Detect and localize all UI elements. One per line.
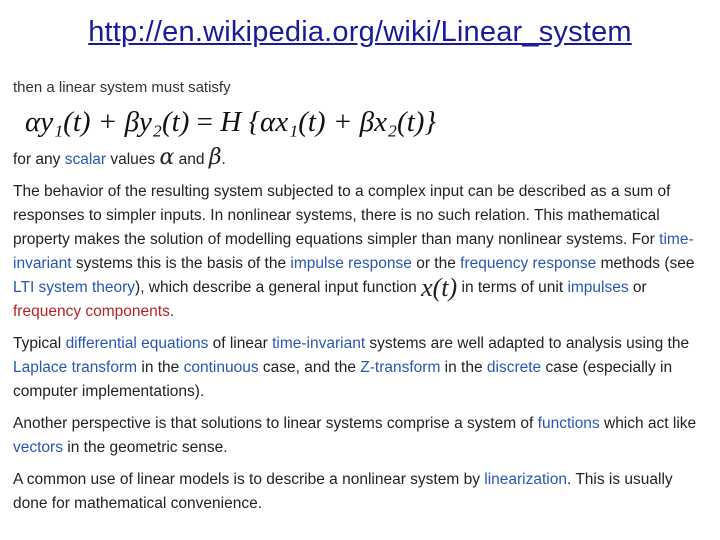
p2-text-7: case (especially in computer implementations).: [13, 359, 673, 400]
scalar-pre: for any: [13, 151, 65, 168]
p2-text-2: of linear: [208, 335, 273, 352]
p1-text-4: methods (see: [596, 255, 695, 272]
p1-text-3: or the: [411, 255, 461, 272]
p2-text-4: in the: [137, 359, 184, 376]
p2-text-6: in the: [440, 359, 487, 376]
p2-text-5: case, and the: [258, 359, 361, 376]
alpha-symbol: α: [159, 145, 175, 170]
p3-text-3: in the geometric sense.: [62, 439, 228, 456]
link-frequency-response[interactable]: frequency response: [460, 255, 597, 272]
p1-text-8: .: [169, 303, 175, 320]
p4-text-1: A common use of linear models is to describe a nonlinear system by: [13, 471, 485, 488]
link-time-invariant-2[interactable]: time-invariant: [272, 335, 366, 352]
link-continuous[interactable]: continuous: [183, 359, 259, 376]
p2-text-3: systems are well adapted to analysis using the: [365, 335, 690, 352]
equation-lhs: αy₁(t) + βy₂(t): [25, 106, 190, 138]
link-impulses[interactable]: impulses: [567, 279, 629, 296]
link-time-invariant[interactable]: time-invariant: [13, 231, 694, 272]
link-frequency-components[interactable]: frequency components: [13, 303, 170, 320]
p1-text-2: systems this is the basis of the: [71, 255, 291, 272]
p2-text-1: Typical: [13, 335, 66, 352]
p1-text-5: ), which describe a general input function: [135, 279, 422, 296]
equation-rhs: H {αx₁(t) + βx₂(t)}: [220, 106, 437, 138]
p3-text-1: Another perspective is that solutions to linear systems comprise a system of: [13, 415, 538, 432]
paragraph-differential: [13, 332, 703, 404]
link-vectors[interactable]: vectors: [13, 439, 63, 456]
link-lti-system-theory[interactable]: LTI system theory: [13, 279, 136, 296]
link-laplace-transform[interactable]: Laplace transform: [13, 359, 138, 376]
link-scalar[interactable]: scalar: [64, 151, 107, 168]
link-differential-equations[interactable]: differential equations: [65, 335, 209, 352]
link-impulse-response[interactable]: impulse response: [290, 255, 412, 272]
paragraph-behavior: [13, 180, 703, 324]
paragraph-linearization: [13, 468, 703, 516]
link-functions[interactable]: functions: [537, 415, 600, 432]
p4-text-2: . This is usually done for mathematical convenience.: [13, 471, 673, 512]
linearity-equation: [25, 102, 703, 142]
article-body: [13, 76, 703, 524]
scalar-mid: values: [106, 151, 160, 168]
input-function-symbol: x(t): [421, 273, 458, 302]
equation-equals: =: [196, 106, 213, 138]
paragraph-perspective: [13, 412, 703, 460]
scalar-and: and: [174, 151, 209, 168]
link-linearization[interactable]: linearization: [484, 471, 567, 488]
page-url-title[interactable]: http://en.wikipedia.org/wiki/Linear_system: [88, 16, 632, 48]
p3-text-2: which act like: [599, 415, 697, 432]
link-discrete[interactable]: discrete: [486, 359, 542, 376]
scalar-line: [13, 146, 703, 172]
beta-symbol: β: [208, 145, 222, 170]
link-z-transform[interactable]: Z-transform: [360, 359, 441, 376]
intro-text: then a linear system must satisfy: [13, 79, 231, 96]
p1-text-7: or: [628, 279, 647, 296]
p1-text-1: The behavior of the resulting system subjected to a complex input can be described as a sum of responses to simpler inputs. In nonlinear systems, there is no such relation. This mathematical property makes the solution of modelling equations simpler than many nonlinear systems. For: [13, 183, 671, 248]
p1-text-6: in terms of unit: [457, 279, 568, 296]
scalar-end: .: [221, 151, 226, 168]
